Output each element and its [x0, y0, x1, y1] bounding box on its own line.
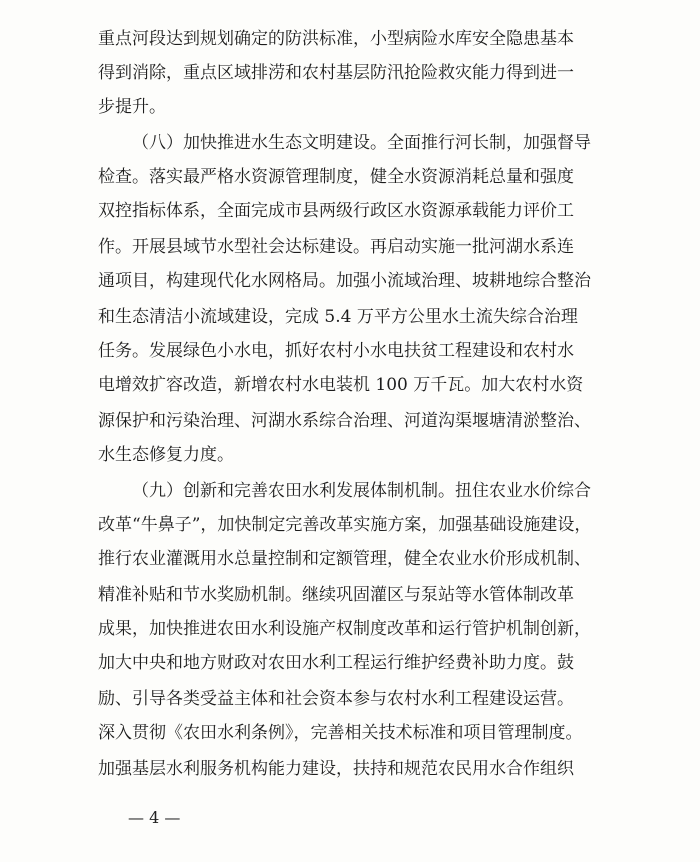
text-line-20: 励、引导各类受益主体和社会资本参与农村水利工程建设运营。: [98, 689, 574, 709]
page-number: — 4 —: [128, 808, 181, 827]
text-line-15: 改革“牛鼻子”，加快制定完善改革实施方案，加强基础设施建设，: [98, 515, 592, 535]
section-9-heading-line: （九）创新和完善农田水利发展体制机制。扭住农业水价综合: [132, 481, 591, 501]
text-line-7: 作。开展县域节水型社会达标建设。再启动实施一批河湖水系连: [98, 237, 574, 257]
text-line-21: 深入贯彻《农田水利条例》，完善相关技术标准和项目管理制度。: [98, 723, 583, 743]
text-line-11: 电增效扩容改造，新增农村水电装机 100 万千瓦。加大农村水资: [98, 375, 584, 395]
text-line-9: 和生态清洁小流域建设，完成 5.4 万平方公里水土流失综合治理: [98, 307, 578, 327]
section-8-heading-line: （八）加快推进水生态文明建设。全面推行河长制，加强督导: [132, 133, 591, 153]
text-line-22: 加强基层水利服务机构能力建设，扶持和规范农民用水合作组织: [98, 759, 574, 779]
text-line-18: 成果，加快推进农田水利设施产权制度改革和运行管护机制创新，: [98, 619, 591, 639]
text-line-19: 加大中央和地方财政对农田水利工程运行维护经费补助力度。鼓: [98, 653, 574, 673]
text-line-5: 检查。落实最严格水资源管理制度，健全水资源消耗总量和强度: [98, 167, 574, 187]
text-line-12: 源保护和污染治理、河湖水系综合治理、河道沟渠堰塘清淤整治、: [98, 411, 591, 431]
text-line-6: 双控指标体系，全面完成市县两级行政区水资源承载能力评价工: [98, 201, 574, 221]
text-line-1: 重点河段达到规划确定的防洪标准，小型病险水库安全隐患基本: [98, 29, 574, 49]
text-line-8: 通项目，构建现代化水网格局。加强小流域治理、坡耕地综合整治: [98, 271, 591, 291]
text-line-13: 水生态修复力度。: [98, 445, 234, 465]
text-line-17: 精准补贴和节水奖励机制。继续巩固灌区与泵站等水管体制改革: [98, 585, 574, 605]
text-line-3: 步提升。: [98, 97, 166, 117]
text-line-10: 任务。发展绿色小水电，抓好农村小水电扶贫工程建设和农村水: [98, 341, 574, 361]
text-line-16: 推行农业灌溉用水总量控制和定额管理，健全农业水价形成机制、: [98, 549, 591, 569]
text-line-2: 得到消除，重点区域排涝和农村基层防汛抢险救灾能力得到进一: [98, 63, 574, 83]
